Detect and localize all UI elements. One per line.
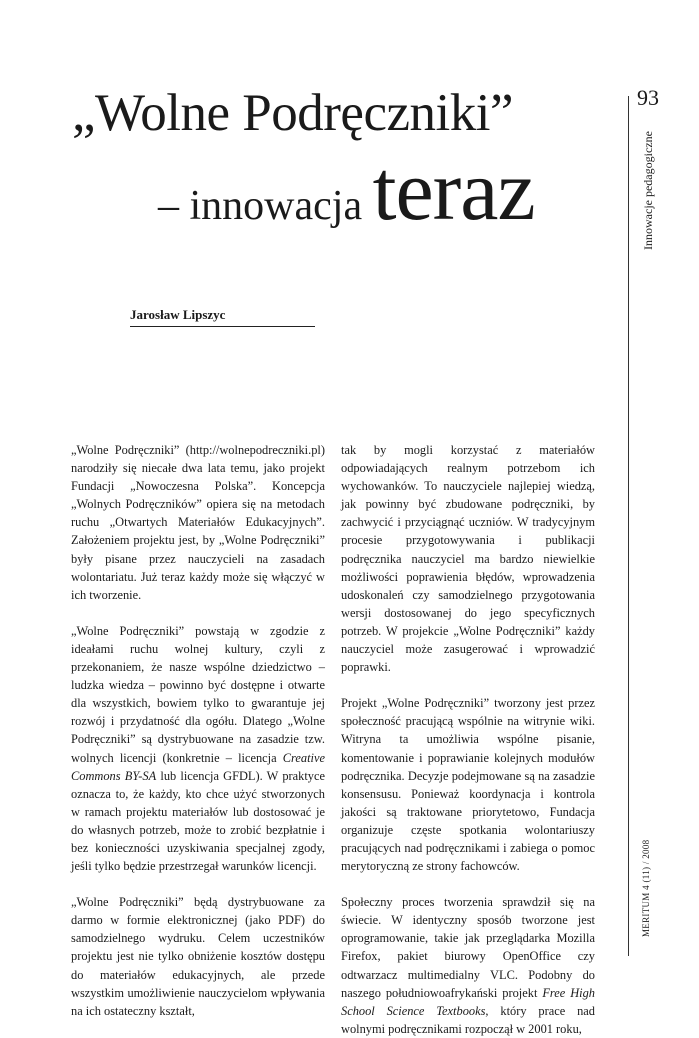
- right-paragraph-1: tak by mogli korzystać z materiałów odpowiadających realnym potrzebom ich wychowanków. To nauczyciele najlepiej wiedzą, jak powinny być zbudowane podręczniki, by zachwycić i przyciągnąć uczniów. W tradycyjnym procesie przygotowywania i publikacji podręcznika nauczyciel ma bardzo niewielkie możliwości poprawienia błędów, wprowadzenia udoskonaleń czy samodzielnego przygotowania wersji dostosowanej do jego specyficznych potrzeb. W projekcie „Wolne Podręczniki” każdy nauczyciel może zasugerować i wprowadzić poprawki.: [341, 443, 595, 675]
- left-paragraph-2-text-a: „Wolne Podręczniki” powstają w zgodzie z ideałami ruchu wolnej kultury, czyli z przekonaniem, że nasze wspólne dziedzictwo – ludzka wiedza – powinno być dostępne i otwarte dla wszystkich, bowiem tylko to gwarantuje jej rozwój i przydatność dla ogółu. Dlatego „Wolne Podręczniki” są dystrybuowane na zasadzie tzw. wolnych licencji (konkretnie – licencja: [71, 623, 325, 765]
- left-paragraph-2: [71, 622, 325, 875]
- article-title-line-1: „Wolne Podręczniki”: [72, 84, 513, 142]
- project-name: Free High School Science Textbooks: [341, 985, 595, 1018]
- right-paragraph-3-text-b: , który prace nad wolnymi podręcznikami rozpoczął w 2001 roku,: [341, 1003, 595, 1036]
- right-paragraph-3: [341, 893, 595, 1038]
- section-label: Innowacje pedagogiczne: [641, 131, 655, 250]
- margin-rule: [628, 96, 629, 956]
- left-paragraph-3: „Wolne Podręczniki” będą dystrybuowane za darmo w formie elektronicznej (jako PDF) do samodzielnego wydruku. Celem uczestników projektu jest nie tylko obniżenie kosztów dostępu do materiałów edukacyjnych, ale przede wszystkim umożliwienie nauczycielom wpływania na ich ostateczny kształt,: [71, 895, 325, 1018]
- article-title-line-2: [158, 142, 598, 238]
- author-name: Jarosław Lipszyc: [130, 307, 315, 327]
- right-paragraph-3-text-a: Społeczny proces tworzenia sprawdził się na świecie. W identyczny sposób tworzone jest oprogramowanie, takie jak przeglądarka Mozilla Firefox, pakiet biurowy OpenOffice czy odtwarzacz multimedialny VLC. Podobny do naszego południowoafrykański projekt: [341, 895, 595, 1000]
- title-prefix: – innowacja: [158, 183, 373, 229]
- page-number: 93: [637, 85, 659, 110]
- title-emphasis: teraz: [372, 142, 535, 238]
- right-column: [341, 441, 595, 1038]
- left-column: [71, 441, 325, 1020]
- journal-info: MERITUM 4 (11) / 2008: [641, 839, 651, 937]
- left-paragraph-2-text-b: lub licencja GFDL). W praktyce oznacza to, że każdy, kto chce użyć stworzonych w ramach projektu materiałów lub dostosować je do własnych potrzeb, może to zrobić bezpłatnie i bez konieczności uzyskiwania specjalnej zgody, jeśli tylko będzie przestrzegał warunków licencji.: [71, 768, 325, 874]
- left-paragraph-1: „Wolne Podręczniki” (http://wolnepodreczniki.pl) narodziły się niecałe dwa lata temu, jako projekt Fundacji „Nowoczesna Polska”. Koncepcja „Wolnych Podręczników” opiera się na metodach ruchu „Otwartych Materiałów Edukacyjnych”. Założeniem projektu jest, by „Wolne Podręczniki” były pisane przez nauczycieli na zasadach wolontariatu. Już teraz każdy może się włączyć w ich tworzenie.: [71, 443, 325, 602]
- right-paragraph-2: Projekt „Wolne Podręczniki” tworzony jest przez społeczność pracującą wspólnie na witrynie wiki. Witryna ta umożliwia wspólne pisanie, komentowanie i poprawianie kolejnych modułów podręcznika. Decyzje podejmowane są na zasadzie konsensusu. Ponieważ koordynacja i kontrola jakości są traktowane priorytetowo, Fundacja organizuje częste spotkania wolontariuszy pracujących nad podręcznikami i zabiega o pomoc merytoryczną ze strony fachowców.: [341, 696, 595, 874]
- license-name: Creative Commons BY-SA: [71, 750, 325, 783]
